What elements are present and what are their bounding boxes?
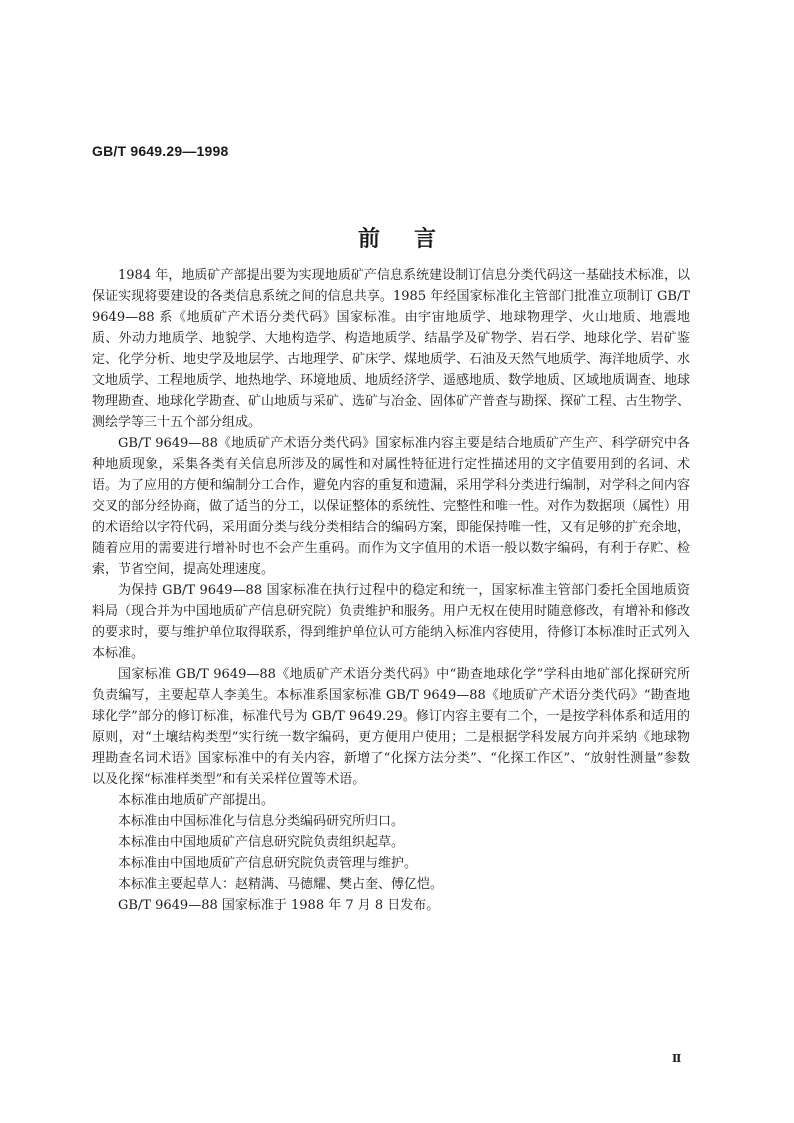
- paragraph-content: GB/T 9649—88《地质矿产术语分类代码》国家标准内容主要是结合地质矿产生产、科学研究中各种地质现象，采集各类有关信息所涉及的属性和对属性特征进行定性描述用的文字值要用到的名词、术语。为了应用的方便和编制分工合作，避免内容的重复和遗漏，采用学科分类进行编制，对学科之间内容交叉的部分经协商，做了适当的分工，以保证整体的系统性、完整性和唯一性。对作为数据项（属性）用的术语给以字符代码，采用面分类与线分类相结合的编码方案，即能保持唯一性，又有足够的扩充余地，随着应用的需要进行增补时也不会产生重码。而作为文字值用的术语一般以数字编码，有利于存贮、检索，节省空间，提高处理速度。: [92, 436, 691, 577]
- page-title: 前言: [357, 226, 470, 252]
- paragraph-centralized: 本标准由中国标准化与信息分类编码研究所归口。: [118, 814, 405, 829]
- paragraph-drafting-org: 本标准由中国地质矿产信息研究院负责组织起草。: [118, 835, 405, 850]
- document-code: GB/T 9649.29—1998: [92, 143, 229, 159]
- paragraph-release-date: GB/T 9649—88 国家标准于 1988 年 7 月 8 日发布。: [118, 898, 440, 913]
- paragraph-maintenance: 为保持 GB/T 9649—88 国家标准在执行过程中的稳定和统一，国家标准主管部门委托全国地质资料局（现合并为中国地质矿产信息研究院）负责维护和服务。用户无权在使用时随意修改，有增补和修改的要求时，要与维护单位取得联系，得到维护单位认可方能纳入标准内容使用，待修订本标准时正式列入本标准。: [92, 583, 691, 661]
- paragraph-background: 1984 年，地质矿产部提出要为实现地质矿产信息系统建设制订信息分类代码这一基础技术标准，以保证实现将要建设的各类信息系统之间的信息共享。1985 年经国家标准化主管部门批准立项制订 GB/T 9649—88 系《地质矿产术语分类代码》国家标准。由宇宙地质学、地球物理学、火山地质、地震地质、外动力地质学、地貌学、大地构造学、构造地质学、结晶学及矿物学、岩石学、地球化学、岩矿鉴定、化学分析、地史学及地层学、古地理学、矿床学、煤地质学、石油及天然气地质学、海洋地质学、水文地质学、工程地质学、地热地学、环境地质、地质经济学、遥感地质、数学地质、区域地质调查、地球物理勘查、地球化学勘查、矿山地质与采矿、选矿与冶金、固体矿产普查与勘探、探矿工程、古生物学、测绘学等三十五个部分组成。: [92, 268, 691, 430]
- paragraph-revision: 国家标准 GB/T 9649—88《地质矿产术语分类代码》中“勘查地球化学”学科由地矿部化探研究所负责编写，主要起草人李美生。本标准系国家标准 GB/T 9649—88《地质矿产术语分类代码》“勘查地球化学”部分的修订标准，标准代号为 GB/T 9649.29。修订内容主要有二个，一是按学科体系和适用的原则，对“土壤结构类型”实行统一数字编码，更方便用户使用；二是根据学科发展方向并采纳《地球物理勘查名词术语》国家标准中的有关内容，新增了“化探方法分类”、“化探工作区”、“放射性测量”参数以及化探“标准样类型”和有关采样位置等术语。: [92, 667, 690, 787]
- paragraph-drafters: 本标准主要起草人：赵精满、马德耀、樊占奎、傅亿恺。: [118, 877, 444, 892]
- foreword-body: [92, 265, 690, 916]
- paragraph-proposer: 本标准由地质矿产部提出。: [118, 793, 275, 808]
- page-number: Ⅱ: [672, 1053, 682, 1065]
- paragraph-management: 本标准由中国地质矿产信息研究院负责管理与维护。: [118, 856, 418, 871]
